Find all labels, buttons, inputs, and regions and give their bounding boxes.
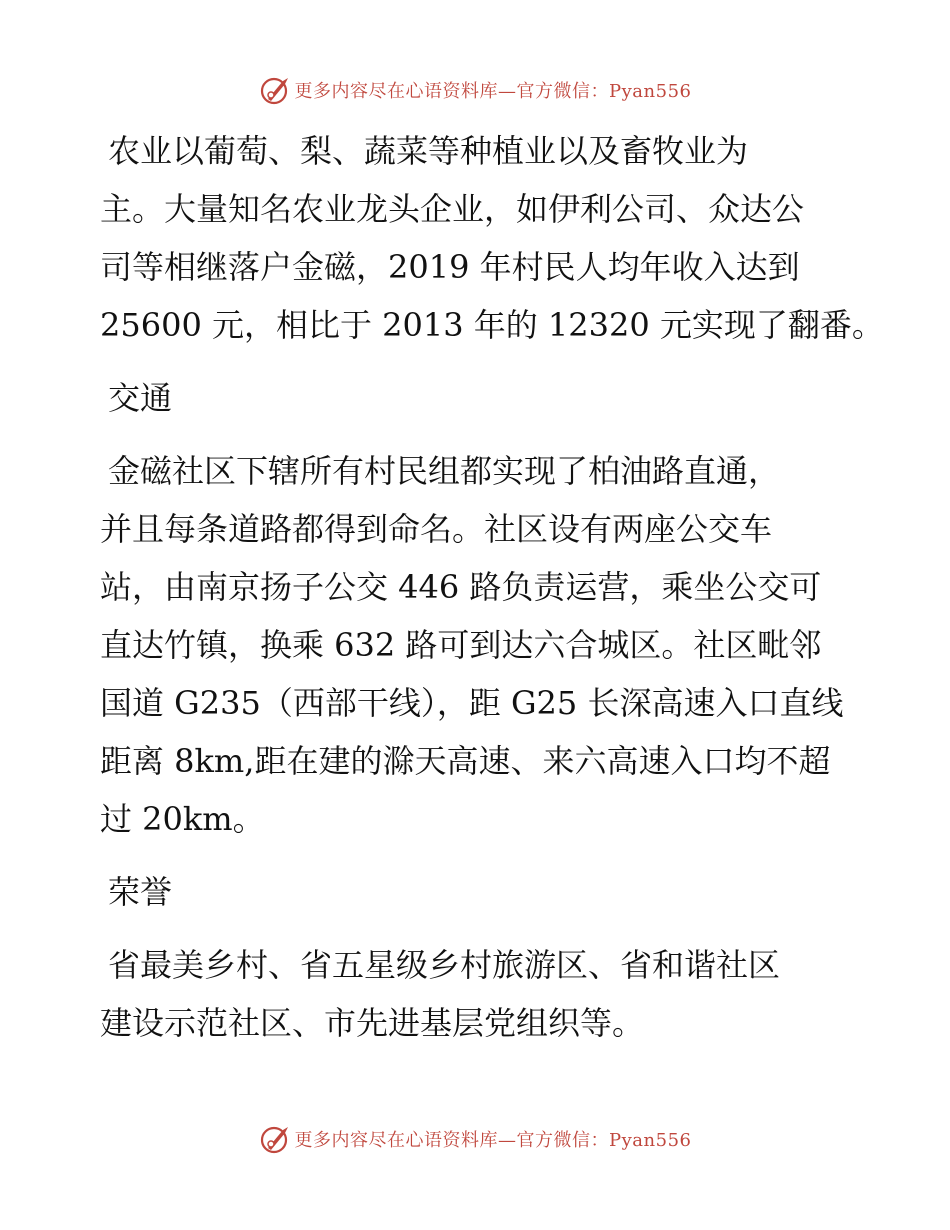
body-line: 过 20km。 [100, 800, 265, 838]
body-line: 25600 元，相比于 2013 年的 12320 元实现了翻番。 [100, 306, 884, 344]
watermark-header [0, 72, 950, 108]
body-line: 省最美乡村、省五星级乡村旅游区、省和谐社区 [108, 946, 781, 984]
pen-logo-icon [259, 73, 293, 107]
pen-logo-icon [259, 1122, 293, 1156]
body-line: 金磁社区下辖所有村民组都实现了柏油路直通， [108, 452, 781, 490]
watermark-footer [0, 1121, 950, 1157]
body-line: 司等相继落户金磁，2019 年村民人均年收入达到 [100, 248, 800, 286]
body-line: 国道 G235（西部干线），距 G25 长深高速入口直线 [100, 684, 844, 722]
watermark-text: 更多内容尽在心语资料库—官方微信：Pyan556 [294, 81, 692, 102]
body-line: 距离 8km,距在建的滁天高速、来六高速入口均不超 [100, 742, 831, 780]
body-line: 建设示范社区、市先进基层党组织等。 [100, 1004, 645, 1042]
watermark-text: 更多内容尽在心语资料库—官方微信：Pyan556 [294, 1130, 692, 1151]
section-heading: 荣誉 [108, 873, 173, 911]
section-heading: 交通 [108, 379, 173, 417]
body-line: 并且每条道路都得到命名。社区设有两座公交车 [100, 510, 773, 548]
body-line: 站，由南京扬子公交 446 路负责运营，乘坐公交可 [100, 568, 822, 606]
body-line: 农业以葡萄、梨、蔬菜等种植业以及畜牧业为 [108, 132, 749, 170]
body-line: 直达竹镇，换乘 632 路可到达六合城区。社区毗邻 [100, 626, 822, 664]
body-line: 主。大量知名农业龙头企业，如伊利公司、众达公 [100, 190, 805, 228]
